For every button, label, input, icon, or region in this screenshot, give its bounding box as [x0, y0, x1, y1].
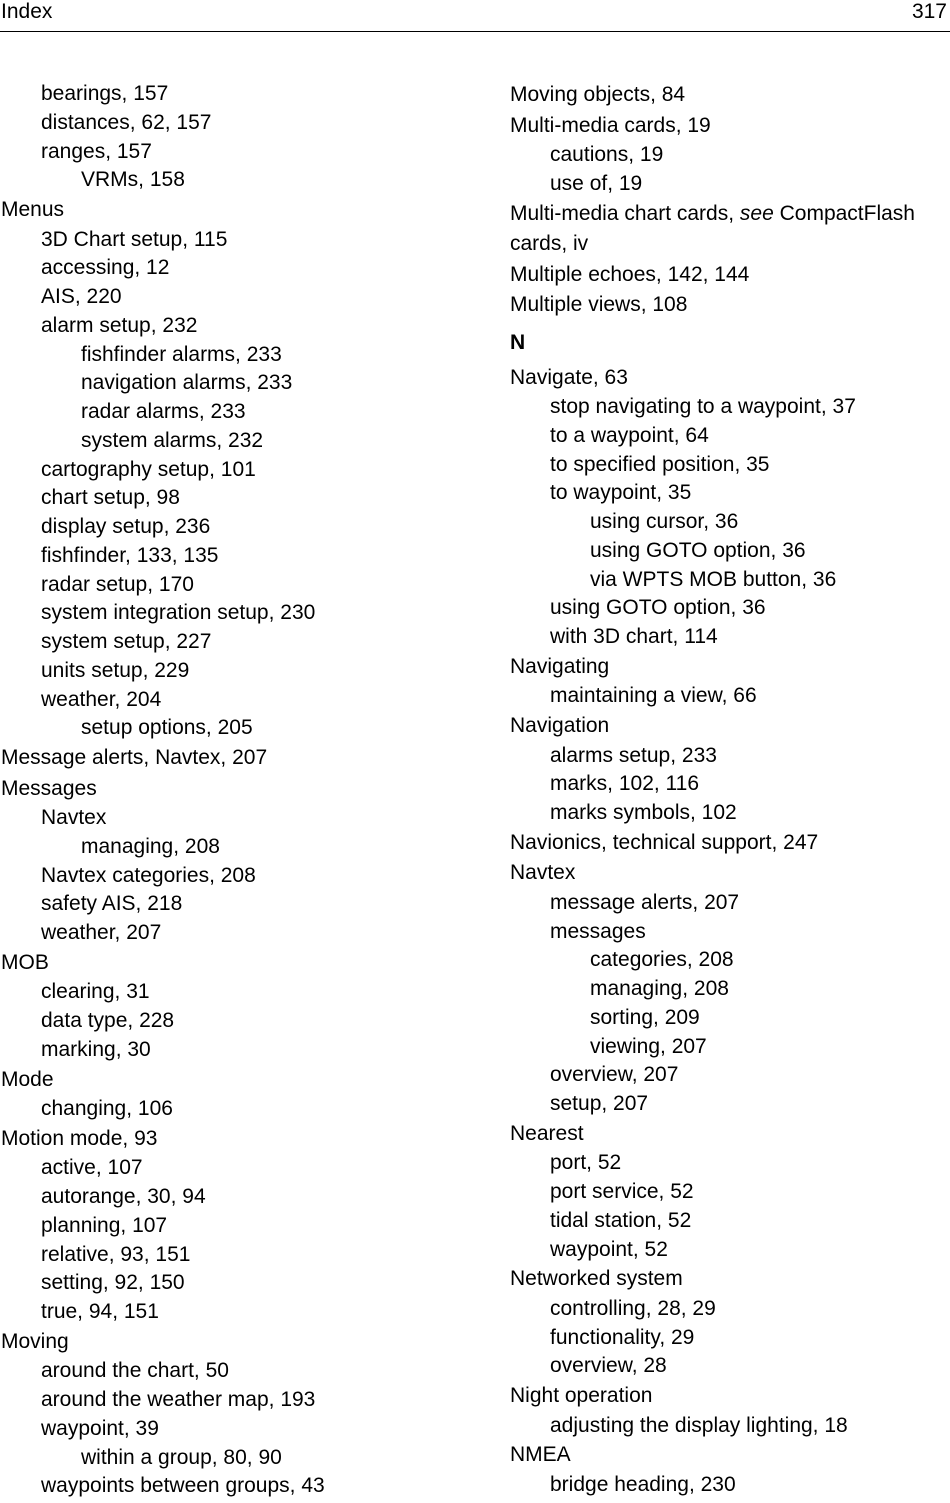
index-subentry: fishfinder, 133, 135 — [41, 543, 219, 567]
index-subentry: units setup, 229 — [41, 658, 190, 682]
index-subentry: message alerts, 207 — [550, 890, 740, 914]
index-subentry: clearing, 31 — [41, 980, 150, 1004]
index-entry: MOB — [1, 950, 49, 974]
index-subentry: autorange, 30, 94 — [41, 1185, 206, 1208]
index-subentry: viewing, 207 — [590, 1034, 707, 1058]
index-subentry: via WPTS MOB button, 36 — [590, 567, 837, 591]
index-subentry: weather, 204 — [41, 687, 162, 711]
index-column-left — [1, 80, 471, 1501]
index-entry: Moving objects, 84 — [510, 83, 686, 106]
index-group-n — [510, 363, 950, 1500]
index-subentry: safety AIS, 218 — [41, 892, 183, 916]
index-subentry: navigation alarms, 233 — [81, 371, 293, 395]
index-subentry: marks, 102, 116 — [550, 772, 700, 796]
index-entry: Multiple echoes, 142, 144 — [510, 262, 750, 286]
index-subentry: overview, 207 — [550, 1063, 679, 1087]
index-entry: Mode — [1, 1067, 54, 1091]
index-column-right — [510, 80, 950, 1500]
index-subentry: to specified position, 35 — [550, 452, 770, 476]
index-entry: Moving — [1, 1329, 69, 1353]
index-entry: Nearest — [510, 1121, 584, 1145]
index-subentry: alarms setup, 233 — [550, 743, 717, 767]
index-entry: Menus — [1, 198, 65, 221]
index-entry: Navigating — [510, 654, 610, 678]
index-subentry: waypoints between groups, 43 — [41, 1474, 325, 1498]
index-subentry: fishfinder alarms, 233 — [81, 342, 282, 366]
page-number: 317 — [911, 0, 947, 23]
index-subentry: around the chart, 50 — [41, 1359, 229, 1383]
index-subentry: display setup, 236 — [41, 515, 211, 538]
index-subentry: AIS, 220 — [41, 285, 122, 308]
index-subentry: bearings, 157 — [41, 82, 169, 105]
index-subentry: system setup, 227 — [41, 630, 212, 653]
index-entry: Networked system — [510, 1267, 683, 1291]
index-entry: Navigation — [510, 714, 610, 737]
index-subentry: port, 52 — [550, 1151, 622, 1175]
section-title: Index — [1, 0, 53, 23]
index-subentry: managing, 208 — [590, 977, 729, 1000]
index-subentry: waypoint, 52 — [550, 1237, 668, 1261]
page-header — [0, 0, 950, 32]
index-subentry: tidal station, 52 — [550, 1208, 692, 1232]
index-subentry: using GOTO option, 36 — [550, 596, 766, 620]
see-target: CompactFlash — [773, 201, 915, 225]
index-subentry: true, 94, 151 — [41, 1300, 159, 1323]
index-subentry: Navtex — [41, 806, 107, 829]
index-subentry: marking, 30 — [41, 1037, 151, 1061]
index-subentry: setup options, 205 — [81, 716, 253, 740]
index-group-m-b — [510, 260, 950, 321]
index-subentry: with 3D chart, 114 — [550, 625, 718, 648]
index-subentry: planning, 107 — [41, 1213, 168, 1237]
index-subentry: marks symbols, 102 — [550, 801, 737, 824]
index-subentry: using GOTO option, 36 — [590, 538, 806, 562]
index-subentry: changing, 106 — [41, 1097, 173, 1120]
index-entry: Navtex — [510, 861, 576, 885]
index-subentry: around the weather map, 193 — [41, 1388, 316, 1411]
index-entry: Messages — [1, 776, 97, 800]
index-subentry: distances, 62, 157 — [41, 110, 212, 134]
index-subentry: to waypoint, 35 — [550, 481, 692, 505]
index-subentry: functionality, 29 — [550, 1325, 695, 1349]
index-subentry: cautions, 19 — [550, 143, 664, 166]
index-subentry: setup, 207 — [550, 1092, 649, 1115]
index-subentry: relative, 93, 151 — [41, 1242, 191, 1266]
index-subentry: stop navigating to a waypoint, 37 — [550, 395, 856, 418]
index-subentry: system integration setup, 230 — [41, 601, 316, 625]
index-group-m-a — [510, 80, 950, 199]
index-entry: Message alerts, Navtex, 207 — [1, 746, 268, 769]
index-subentry: controlling, 28, 29 — [550, 1296, 716, 1320]
index-subentry: ranges, 157 — [41, 139, 152, 163]
index-entry: Motion mode, 93 — [1, 1126, 158, 1150]
index-subentry: radar setup, 170 — [41, 572, 194, 596]
index-entry: Navigate, 63 — [510, 365, 628, 389]
index-subentry: accessing, 12 — [41, 256, 170, 280]
index-subentry: port service, 52 — [550, 1180, 694, 1203]
entry-text: Multi-media chart cards, — [510, 201, 740, 225]
index-subentry: system alarms, 232 — [81, 428, 264, 452]
index-subentry: within a group, 80, 90 — [81, 1445, 282, 1469]
index-subentry: sorting, 209 — [590, 1005, 700, 1029]
index-subentry: cartography setup, 101 — [41, 457, 256, 481]
section-letter: N — [510, 330, 526, 354]
index-subentry: categories, 208 — [590, 948, 734, 972]
index-subentry: bridge heading, 230 — [550, 1472, 736, 1496]
index-subentry: weather, 207 — [41, 921, 162, 944]
index-subentry: setting, 92, 150 — [41, 1271, 185, 1295]
see-reference: see — [739, 201, 774, 225]
index-subentry: chart setup, 98 — [41, 486, 180, 510]
index-subentry: active, 107 — [41, 1156, 143, 1180]
index-subentry: radar alarms, 233 — [81, 400, 246, 423]
index-subentry: alarm setup, 232 — [41, 313, 198, 337]
index-subentry: adjusting the display lighting, 18 — [550, 1413, 848, 1437]
index-subentry: waypoint, 39 — [41, 1416, 159, 1440]
index-subentry: overview, 28 — [550, 1354, 667, 1378]
index-entry: Multiple views, 108 — [510, 293, 688, 316]
index-subentry: 3D Chart setup, 115 — [41, 227, 228, 251]
index-entry — [510, 199, 950, 230]
index-entry: Multi-media cards, 19 — [510, 113, 711, 137]
index-subentry: Navtex categories, 208 — [41, 863, 256, 887]
index-subentry: data type, 228 — [41, 1009, 175, 1032]
index-subentry: maintaining a view, 66 — [550, 684, 757, 708]
index-entry: Navionics, technical support, 247 — [510, 830, 819, 854]
index-entry: NMEA — [510, 1443, 571, 1467]
index-subentry: using cursor, 36 — [590, 510, 739, 533]
index-entry-continuation: cards, iv — [510, 232, 589, 255]
index-entry: Night operation — [510, 1384, 653, 1407]
index-subentry: VRMs, 158 — [81, 168, 185, 192]
index-subentry: use of, 19 — [550, 171, 643, 195]
index-subentry: messages — [550, 919, 646, 943]
index-subentry: managing, 208 — [81, 834, 220, 858]
index-subentry: to a waypoint, 64 — [550, 423, 709, 447]
